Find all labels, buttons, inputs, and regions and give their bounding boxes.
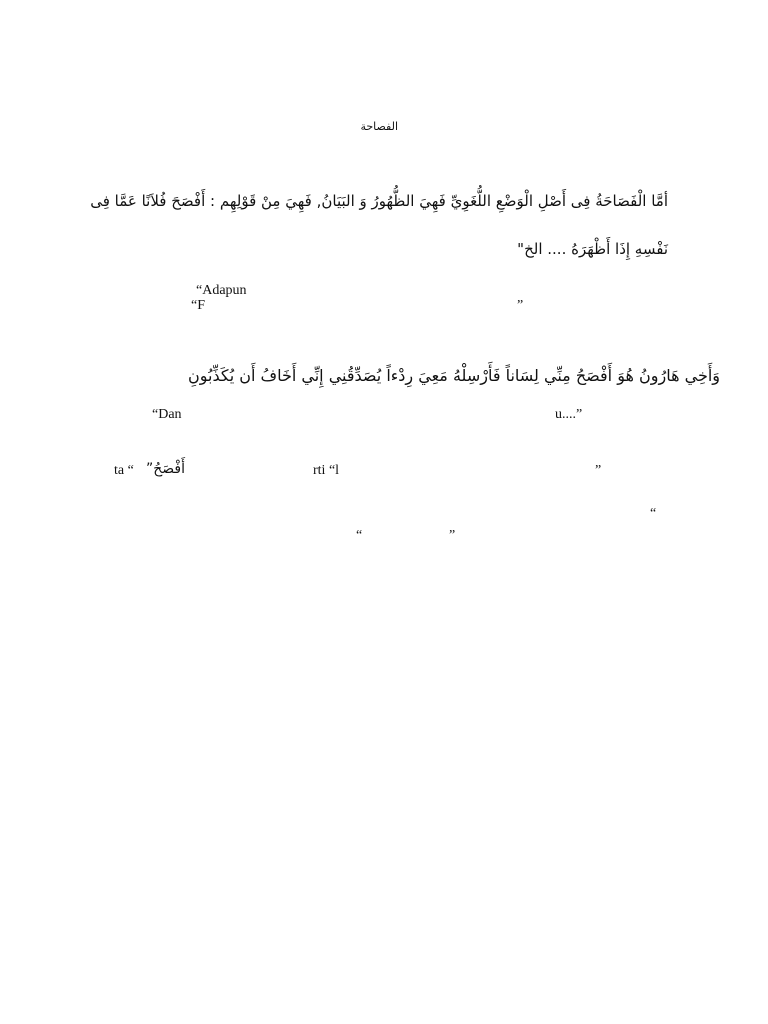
translation-adapun: “Adapun xyxy=(196,283,247,298)
arabic-paragraph-line-1: أمَّا الْفَصَاحَةُ فِى أَصْلِ الْوَضْعِ اللُّغَوِيِّ فَهِيَ الظُّهُورُ وَ البَيَانُ, فَهِيَ مِنْ قَوْلِهِم : أَفْصَحَ فُلاَنًا عَمَّا فِى xyxy=(90,192,668,210)
translation-ta: ta “ xyxy=(114,463,134,478)
translation-rti: rti “l xyxy=(313,463,340,478)
arabic-word-afshah: أَفْصَحُ” xyxy=(146,461,186,477)
translation-dan: “Dan xyxy=(152,407,182,422)
quranic-verse: وَأَخِي هَارُونُ هُوَ أَفْصَحُ مِنِّي لِسَاناً فَأَرْسِلْهُ مَعِيَ رِدْءاً يُصَدِّقُنِي إِنِّي أَخَافُ أَن يُكَذِّبُونِ xyxy=(187,366,720,385)
arabic-heading: الفصاحة xyxy=(360,120,398,133)
stray-open-quote-2: “ xyxy=(356,528,363,543)
stray-close-quote: ” xyxy=(449,528,456,543)
stray-open-quote-1: “ xyxy=(650,506,657,521)
translation-f-open: “F xyxy=(191,298,205,313)
translation-close-quote-1: ” xyxy=(517,298,524,313)
arabic-paragraph-line-2: نَفْسِهِ إِذَا أَظْهَرَهُ .... الخ" xyxy=(517,240,668,258)
translation-close-quote-2: ” xyxy=(595,463,602,478)
translation-u-close: u....” xyxy=(555,407,583,422)
